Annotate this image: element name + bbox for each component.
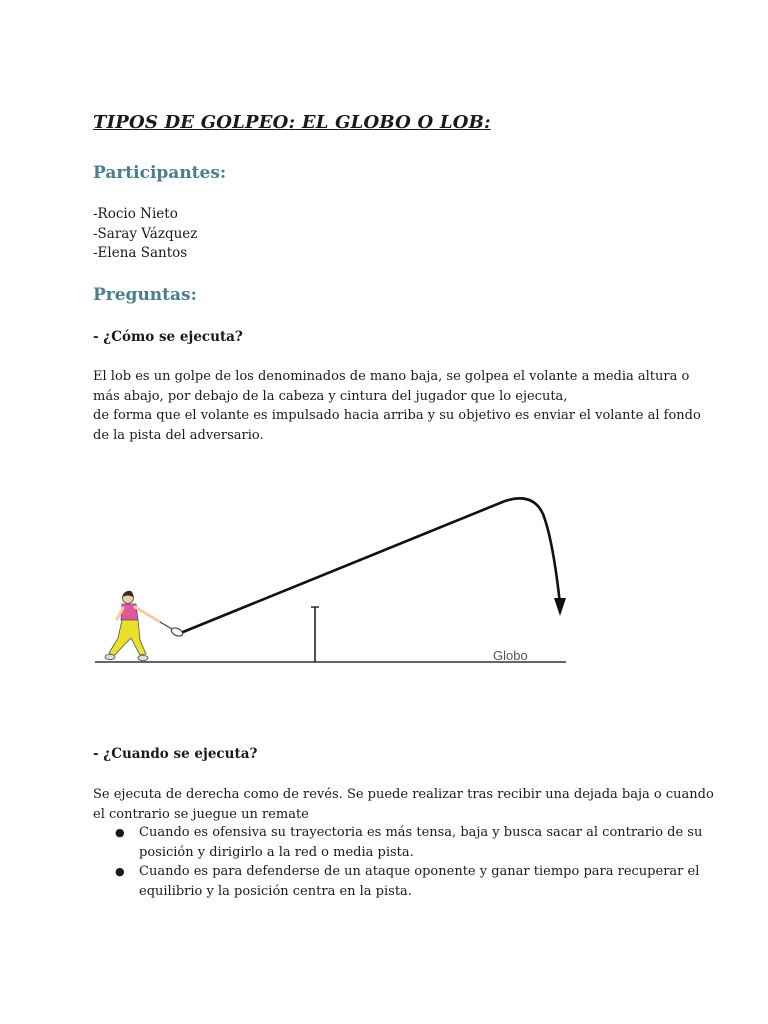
lob-trajectory-illustration [0,470,768,690]
bullet-icon: ● [115,865,125,878]
bullet-line: posición y dirigirlo a la red o media pista. [139,844,414,860]
participant-item: -Rocio Nieto [93,206,178,222]
bullet-item [93,862,700,901]
answer-line: más abajo, por debajo de la cabeza y cintura del jugador que lo ejecuta, [93,388,568,404]
answer-line: de la pista del adversario. [93,427,264,443]
bullet-icon: ● [115,826,125,839]
answer-line: de forma que el volante es impulsado hacia arriba y su objetivo es enviar el volante al fondo [93,408,701,423]
questions-heading: Preguntas: [93,285,197,305]
figure-label: Globo [493,648,528,663]
participant-item: -Saray Vázquez [93,225,198,242]
bullet-line: Cuando es ofensiva su trayectoria es más tensa, baja y busca sacar al contrario de su [139,825,703,840]
participants-heading: Participantes: [93,163,227,183]
answer-line: Se ejecuta de derecha como de revés. Se puede realizar tras recibir una dejada baja o cuando [93,787,714,802]
document-title: TIPOS DE GOLPEO: EL GLOBO O LOB: [93,112,491,133]
bullet-item [93,823,703,862]
when-bullet-list [93,823,703,901]
trajectory-line [183,498,560,632]
question-when: - ¿Cuando se ejecuta? [93,746,258,762]
answer-line: El lob es un golpe de los denominados de mano baja, se golpea el volante a media altura o [93,369,690,384]
participant-item: -Elena Santos [93,245,188,261]
player-figure [105,591,184,661]
trajectory-arrowhead [554,598,566,616]
answer-when [93,785,714,824]
participants-list [93,205,197,264]
bullet-line: equilibrio y la posición centra en la pista. [139,883,412,899]
answer-how [93,367,701,445]
question-how: - ¿Cómo se ejecuta? [93,329,243,345]
answer-line: el contrario se juegue un remate [93,806,309,822]
bullet-line: Cuando es para defenderse de un ataque oponente y ganar tiempo para recuperar el [139,864,700,879]
